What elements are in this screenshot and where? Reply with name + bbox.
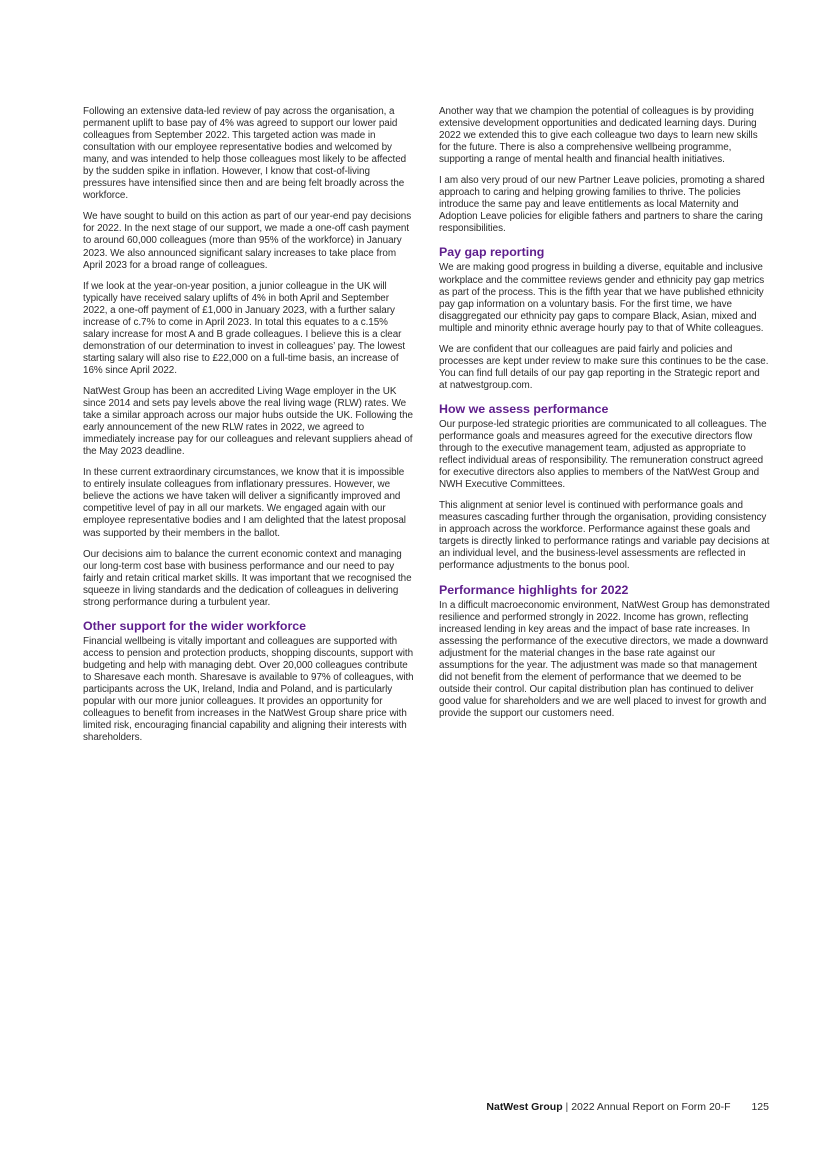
- section-heading-other-support: Other support for the wider workforce: [83, 618, 307, 633]
- page-number: 125: [751, 1101, 769, 1113]
- body-paragraph: Financial wellbeing is vitally important and colleagues are supported with access to pension and protection products, shopping discounts, support with budgeting and help with managing debt. Over 20,000 colleagues contribute to Sharesave each month. Sharesave is available to 97% of colleagues, with participants across the UK, Ireland, India and Poland, and is particularly popular with our more junior colleagues. It provides an opportunity for colleagues to benefit from increases in the NatWest Group share price with limited risk, encouraging financial capability and aligning their interests with shareholders.: [83, 635, 414, 744]
- body-paragraph: Another way that we champion the potential of colleagues is by providing extensive development opportunities and dedicated learning days. During 2022 we extended this to give each colleague two days to learn new skills for the future. There is also a comprehensive wellbeing programme, supporting a range of mental health and financial health initiatives.: [439, 106, 758, 166]
- body-paragraph: This alignment at senior level is continued with performance goals and measures cascading further through the organisation, providing consistency in approach across the workforce. Performance against these goals and targets is directly linked to performance ratings and variable pay decisions at an individual level, and the business-level assessments are reflected in performance adjustments to the bonus pool.: [439, 500, 770, 572]
- right-column: [439, 106, 770, 729]
- body-paragraph: In a difficult macroeconomic environment, NatWest Group has demonstrated resilience and performed strongly in 2022. Income has grown, reflecting increased lending in key areas and the impact of base rate increases. In assessing the performance of the executive directors, we made a downward adjustment for the material changes in the base rate against our assumptions for the year. The adjustment was made so that management did not benefit from the element of performance that we deemed to be outside their control. Our capital distribution plan has continued to deliver good value for shareholders and we are well placed to invest for growth and provide the support our customers need.: [439, 599, 770, 719]
- body-paragraph: We are making good progress in building a diverse, equitable and inclusive workplace and the committee reviews gender and ethnicity pay gap metrics as part of the process. This is the fifth year that we have published ethnicity pay gap information on a voluntary basis. For the first time, we have disaggregated our ethnicity pay gaps to compare Black, Asian, mixed and multiple and minority ethnic average hourly pay to that of White colleagues.: [439, 262, 765, 334]
- body-paragraph: NatWest Group has been an accredited Living Wage employer in the UK since 2014 and sets pay levels above the real living wage (RLW) rates. We take a similar approach across our major hubs outside the UK. Following the early announcement of the new RLW rates in 2022, we agreed to immediately increase pay for our colleagues and relevant suppliers ahead of the May 2023 deadline.: [83, 385, 413, 458]
- section-heading-performance-highlights: Performance highlights for 2022: [439, 582, 629, 597]
- left-column: [83, 106, 414, 753]
- body-paragraph: We are confident that our colleagues are paid fairly and policies and processes are kept under review to make sure this continues to be the case. You can find full details of our pay gap reporting in the Strategic report and at natwestgroup.com.: [439, 343, 769, 391]
- footer-brand: NatWest Group: [486, 1101, 563, 1113]
- body-paragraph: If we look at the year-on-year position, a junior colleague in the UK will typically have received salary uplifts of 4% in both April and September 2022, a one-off payment of £1,000 in January 2023, with a further salary increase of c.7% to come in April 2023. In total this equates to a c.15% salary increase for most A and B grade colleagues. I believe this is a clear demonstration of our determination to invest in colleagues’ pay. The lowest starting salary will also rise to £22,000 on a full-time basis, an increase of 16% since April 2022.: [83, 280, 406, 376]
- body-paragraph: Our decisions aim to balance the current economic context and managing our long-term cost base with business performance and our need to pay fairly and retain critical market skills. It was important that we recognised the squeeze in living standards and the dedication of colleagues in delivering strong performance during a turbulent year.: [83, 548, 412, 608]
- body-paragraph: We have sought to build on this action as part of our year-end pay decisions for 2022. In the next stage of our support, we made a one-off cash payment to around 60,000 colleagues (more than 95% of the workforce) in January 2023. We also announced significant salary increases to take place from April 2023 for a broad range of colleagues.: [83, 211, 412, 271]
- section-heading-pay-gap: Pay gap reporting: [439, 245, 545, 260]
- body-paragraph: In these current extraordinary circumstances, we know that it is impossible to entirely insulate colleagues from inflationary pressures. However, we believe the actions we have taken will deliver a significantly improved and competitive level of pay in all our markets. We engaged again with our employee representative bodies and I am delighted that the latest proposal was supported by their members in the ballot.: [83, 467, 406, 539]
- body-paragraph: I am also very proud of our new Partner Leave policies, promoting a shared approach to caring and helping growing families to thrive. The policies introduce the same pay and leave entitlements as local Maternity and Adoption Leave policies for eligible fathers and partners to share the caring responsibilities.: [439, 175, 765, 235]
- body-paragraph: Our purpose-led strategic priorities are communicated to all colleagues. The performance goals and measures agreed for the executive directors flow through to the executive management team, adjusted as appropriate to reflect individual areas of responsibility. The remuneration construct agreed for executive directors also applies to members of the NatWest Group and NWH Executive Committees.: [439, 418, 767, 491]
- section-heading-assess-performance: How we assess performance: [439, 401, 609, 416]
- footer-report-title: 2022 Annual Report on Form 20-F: [571, 1101, 731, 1113]
- footer-separator: |: [565, 1101, 569, 1113]
- page-footer: [486, 1101, 769, 1113]
- body-paragraph: Following an extensive data-led review of pay across the organisation, a permanent uplift to base pay of 4% was agreed to support our lower paid colleagues from September 2022. This targeted action was made in consultation with our employee representative bodies and welcomed by many, and was intended to help those colleagues most likely to be affected by the sudden spike in inflation. However, I know that cost-of-living pressures have intensified since then and are being felt broadly across the workforce.: [83, 106, 407, 202]
